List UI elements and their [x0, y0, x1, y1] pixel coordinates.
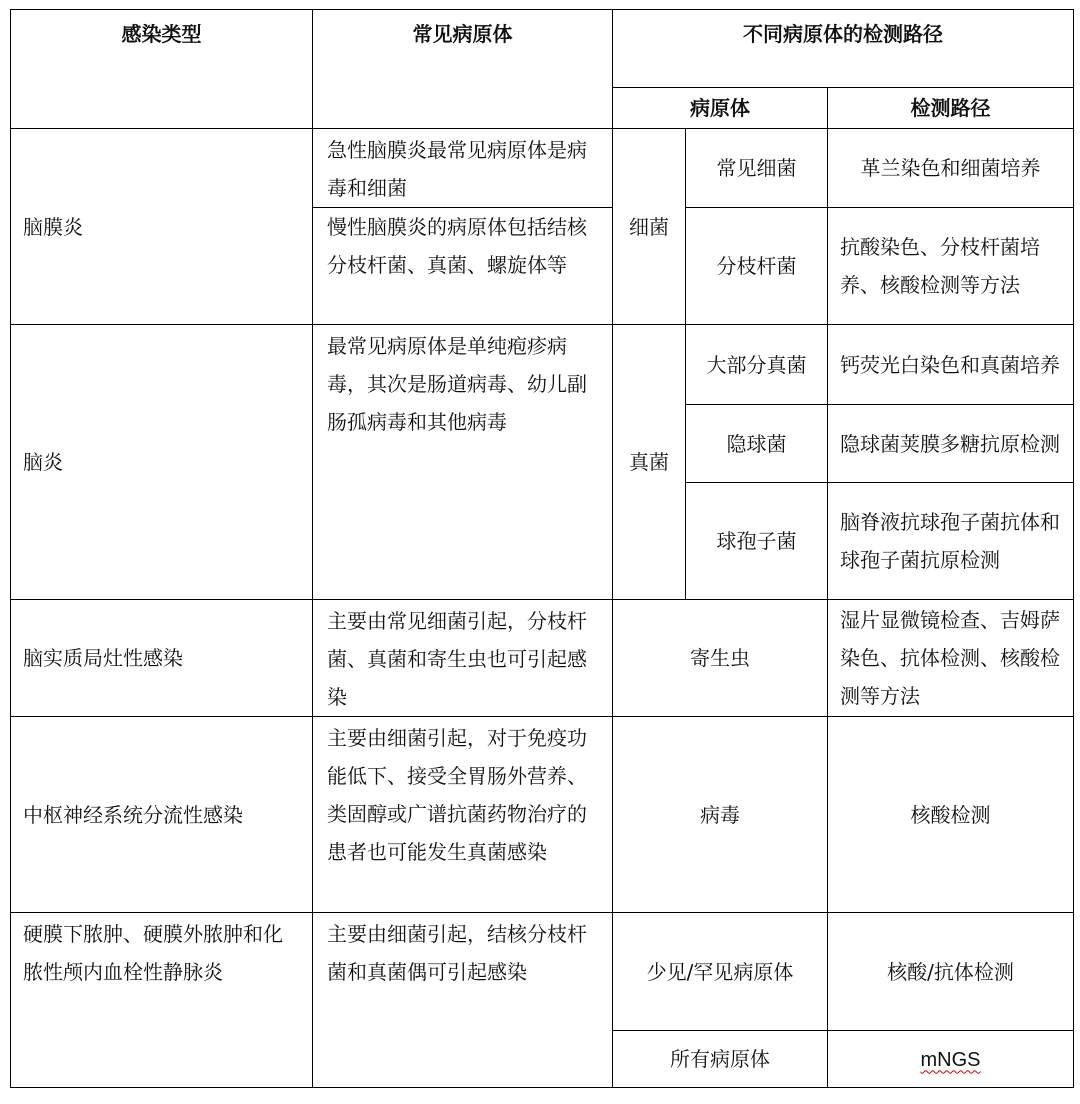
pathogens-parenchymal: 主要由常见细菌引起，分枝杆菌、真菌和寄生虫也可引起感染 — [313, 600, 613, 717]
header-common-pathogens: 常见病原体 — [313, 10, 613, 129]
infection-type-encephalitis: 脑炎 — [11, 325, 313, 600]
pathogen-cryptococcus: 隐球菌 — [686, 405, 828, 483]
pathogens-abscess: 主要由细菌引起，结核分枝杆菌和真菌偶可引起感染 — [313, 913, 613, 1088]
infection-type-abscess: 硬膜下脓肿、硬膜外脓肿和化脓性颅内血栓性静脉炎 — [11, 913, 313, 1088]
subheader-pathogen: 病原体 — [613, 88, 828, 129]
path-coccidioides: 脑脊液抗球孢子菌抗体和球孢子菌抗原检测 — [828, 483, 1074, 600]
pathogen-group-fungi: 真菌 — [613, 325, 686, 600]
subheader-detection-path: 检测路径 — [828, 88, 1074, 129]
pathogens-acute-meningitis: 急性脑膜炎最常见病原体是病毒和细菌 — [313, 129, 613, 208]
infection-type-shunt: 中枢神经系统分流性感染 — [11, 717, 313, 913]
table-row — [11, 325, 1074, 405]
table-row — [11, 600, 1074, 717]
path-cryptococcus: 隐球菌荚膜多糖抗原检测 — [828, 405, 1074, 483]
pathogen-coccidioides: 球孢子菌 — [686, 483, 828, 600]
pathogen-parasite: 寄生虫 — [613, 600, 828, 717]
header-row — [11, 10, 1074, 88]
path-common-bacteria: 革兰染色和细菌培养 — [828, 129, 1074, 208]
pathogen-common-bacteria: 常见细菌 — [686, 129, 828, 208]
pathogen-group-bacteria: 细菌 — [613, 129, 686, 325]
path-parasite: 湿片显微镜检查、吉姆萨染色、抗体检测、核酸检测等方法 — [828, 600, 1074, 717]
mngs-text: mNGS — [920, 1048, 981, 1071]
infection-type-parenchymal: 脑实质局灶性感染 — [11, 600, 313, 717]
pathogen-all: 所有病原体 — [613, 1031, 828, 1088]
infection-type-meningitis: 脑膜炎 — [11, 129, 313, 325]
table-row — [11, 717, 1074, 913]
pathogens-shunt: 主要由细菌引起，对于免疫功能低下、接受全胃肠外营养、类固醇或广谱抗菌药物治疗的患者也可能发生真菌感染 — [313, 717, 613, 913]
path-mycobacteria: 抗酸染色、分枝杆菌培养、核酸检测等方法 — [828, 208, 1074, 325]
path-rare: 核酸/抗体检测 — [828, 913, 1074, 1031]
pathogens-chronic-meningitis: 慢性脑膜炎的病原体包括结核分枝杆菌、真菌、螺旋体等 — [313, 208, 613, 325]
pathogen-detection-table — [10, 9, 1074, 1088]
pathogen-virus: 病毒 — [613, 717, 828, 913]
path-virus: 核酸检测 — [828, 717, 1074, 913]
pathogen-mycobacteria: 分枝杆菌 — [686, 208, 828, 325]
table-row — [11, 129, 1074, 208]
header-detection-paths: 不同病原体的检测路径 — [613, 10, 1074, 88]
header-infection-type: 感染类型 — [11, 10, 313, 129]
path-most-fungi: 钙荧光白染色和真菌培养 — [828, 325, 1074, 405]
pathogen-most-fungi: 大部分真菌 — [686, 325, 828, 405]
table-row — [11, 913, 1074, 1031]
pathogens-encephalitis: 最常见病原体是单纯疱疹病毒，其次是肠道病毒、幼儿副肠孤病毒和其他病毒 — [313, 325, 613, 600]
pathogen-rare: 少见/罕见病原体 — [613, 913, 828, 1031]
path-all — [828, 1031, 1074, 1088]
